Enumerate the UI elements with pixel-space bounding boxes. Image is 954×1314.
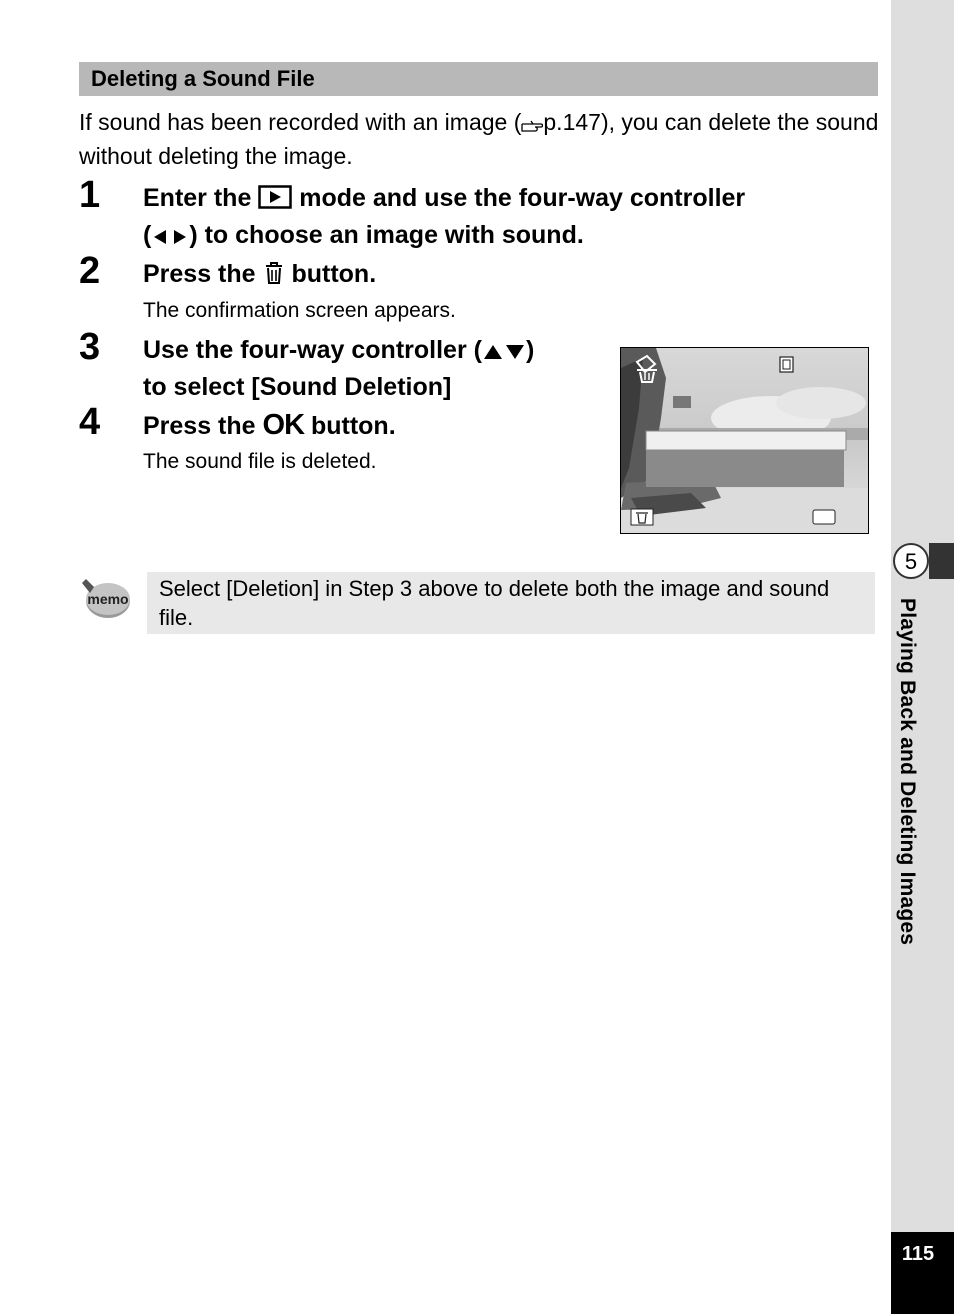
- camera-screen-illustration: [620, 347, 869, 534]
- step-3-part-a: Use the four-way controller (: [143, 336, 482, 364]
- step-1-part-d: ) to choose an image with sound.: [189, 221, 584, 249]
- trash-icon: [263, 260, 285, 294]
- chapter-number: 5: [893, 543, 929, 579]
- step-1-number: 1: [79, 174, 101, 216]
- page-number: 115: [901, 1243, 935, 1265]
- memo-note: Select [Deletion] in Step 3 above to delete both the image and sound file.: [147, 572, 875, 634]
- trash-button-icon: [631, 509, 653, 525]
- chapter-bar: [929, 543, 954, 579]
- intro-ref-text: p.147), you can delete the sound without deleting the image.: [79, 109, 879, 169]
- step-2-note: The confirmation screen appears.: [143, 299, 456, 322]
- menu-selection-bar: [646, 431, 846, 450]
- intro-text: If sound has been recorded with an image (: [79, 109, 522, 135]
- memory-card-icon: [780, 357, 793, 372]
- arrow-up-icon: [482, 336, 504, 370]
- step-1-part-a: Enter the: [143, 184, 259, 212]
- step-3-part-c: to select [Sound Deletion]: [143, 373, 452, 401]
- step-2-number: 2: [79, 250, 101, 292]
- step-4-number: 4: [79, 401, 101, 443]
- step-2-part-a: Press the: [143, 260, 263, 288]
- step-1-part-b: mode and use the four-way controller: [292, 184, 746, 212]
- chapter-title: Playing Back and Deleting Images: [896, 598, 919, 946]
- beach-photo: [621, 348, 868, 533]
- playback-icon: [258, 184, 292, 218]
- step-4-part-a: Press the: [143, 412, 263, 440]
- section-heading: Deleting a Sound File: [79, 62, 878, 96]
- pointing-hand-icon: [521, 110, 543, 141]
- step-2-part-b: button.: [284, 260, 377, 288]
- svg-text:memo: memo: [87, 591, 129, 607]
- arrow-right-icon: [169, 221, 189, 255]
- arrow-left-icon: [151, 221, 169, 255]
- arrow-down-icon: [504, 336, 526, 370]
- step-4-note: The sound file is deleted.: [143, 450, 377, 473]
- intro-paragraph: [79, 107, 879, 172]
- step-4-part-b: button.: [304, 412, 396, 440]
- step-1-part-c: (: [143, 221, 152, 249]
- step-3-text: [143, 333, 613, 404]
- step-3-part-b: ): [525, 336, 535, 364]
- step-1-text: [143, 181, 863, 255]
- menu-panel: [646, 450, 844, 487]
- step-4-text: [143, 408, 396, 443]
- step-3-number: 3: [79, 326, 101, 368]
- memo-icon: [80, 575, 132, 626]
- step-2-text: [143, 257, 376, 294]
- ok-button-glyph: OK: [262, 409, 305, 441]
- ok-button-box: [813, 510, 835, 524]
